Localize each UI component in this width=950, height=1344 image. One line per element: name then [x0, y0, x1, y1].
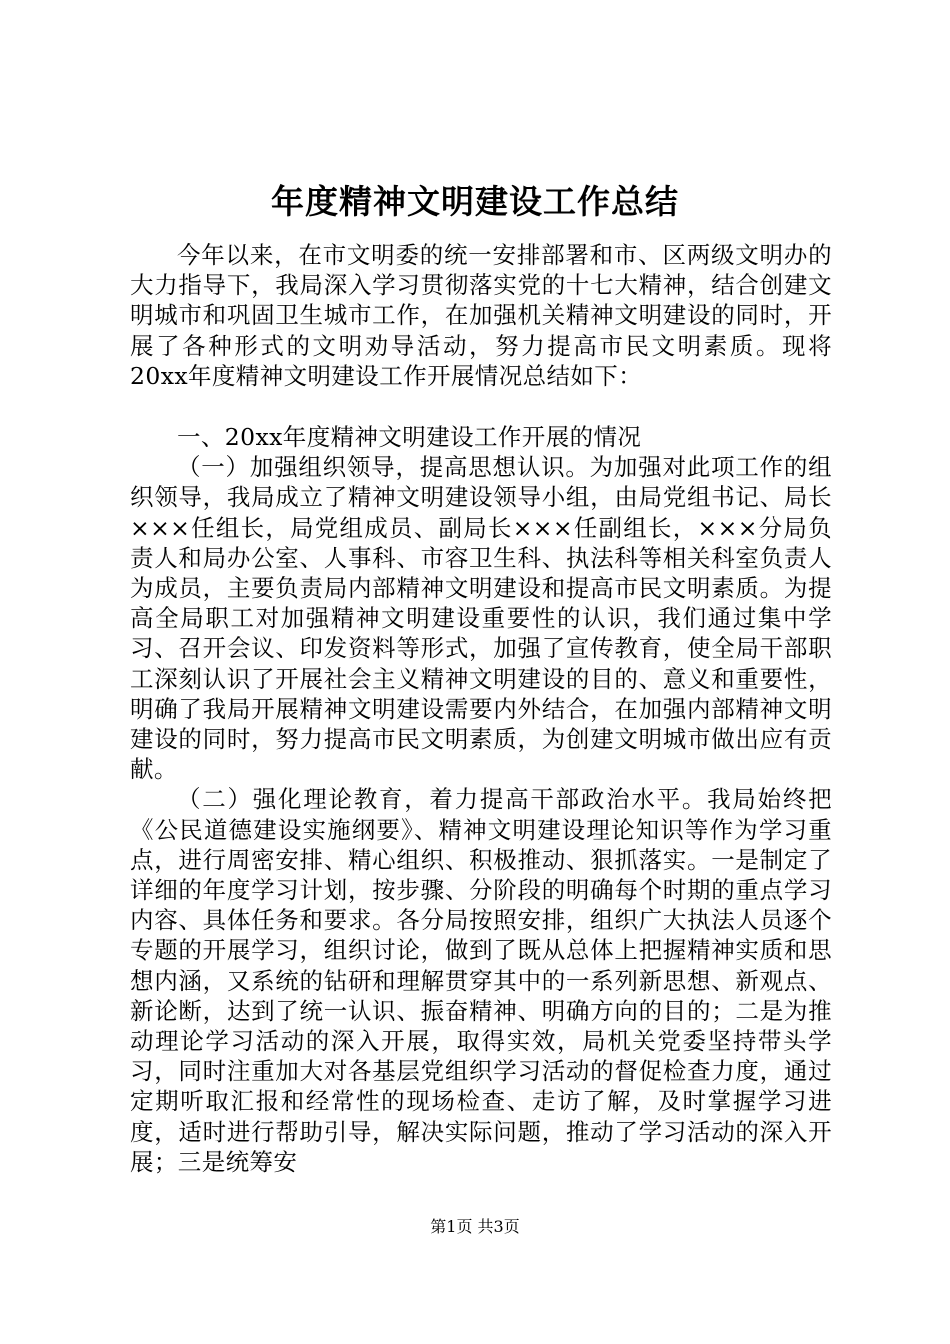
section-one-block: [130, 422, 832, 1177]
intro-paragraph: 今年以来，在市文明委的统一安排部署和市、区两级文明办的大力指导下，我局深入学习贯彻落实党的十七大精神，结合创建文明城市和巩固卫生城市工作，在加强机关精神文明建设的同时，开展了各种形式的文明劝导活动，努力提高市民文明素质。现将20xx年度精神文明建设工作开展情况总结如下：: [130, 241, 832, 390]
intro-block: [130, 240, 832, 391]
section-heading: 一、20xx年度精神文明建设工作开展的情况: [177, 423, 642, 451]
document-title: 年度精神文明建设工作总结: [271, 182, 679, 221]
paragraph-theory-education: （二）强化理论教育，着力提高干部政治水平。我局始终把《公民道德建设实施纲要》、精神文明建设理论知识等作为学习重点，进行周密安排、精心组织、积极推动、狠抓落实。一是制定了详细的年度学习计划，按步骤、分阶段的明确每个时期的重点学习内容、具体任务和要求。各分局按照安排，组织广大执法人员逐个专题的开展学习，组织讨论，做到了既从总体上把握精神实质和思想内涵，又系统的钻研和理解贯穿其中的一系列新思想、新观点、新论断，达到了统一认识、振奋精神、明确方向的目的；二是为推动理论学习活动的深入开展，取得实效，局机关党委坚持带头学习，同时注重加大对各基层党组织学习活动的督促检查力度，通过定期听取汇报和经常性的现场检查、走访了解，及时掌握学习进度，适时进行帮助引导，解决实际问题，推动了学习活动的深入开展；三是统筹安: [130, 785, 832, 1176]
paragraph-organization: （一）加强组织领导，提高思想认识。为加强对此项工作的组织领导，我局成立了精神文明建设领导小组，由局党组书记、局长×××任组长，局党组成员、副局长×××任副组长，×××分局负责人和局办公室、人事科、市容卫生科、执法科等相关科室负责人为成员，主要负责局内部精神文明建设和提高市民文明素质。为提高全局职工对加强精神文明建设重要性的认识，我们通过集中学习、召开会议、印发资料等形式，加强了宣传教育，使全局干部职工深刻认识了开展社会主义精神文明建设的目的、意义和重要性，明确了我局开展精神文明建设需要内外结合，在加强内部精神文明建设的同时，努力提高市民文明素质，为创建文明城市做出应有贡献。: [130, 453, 832, 784]
page-footer: 第1页 共3页: [430, 1217, 520, 1236]
